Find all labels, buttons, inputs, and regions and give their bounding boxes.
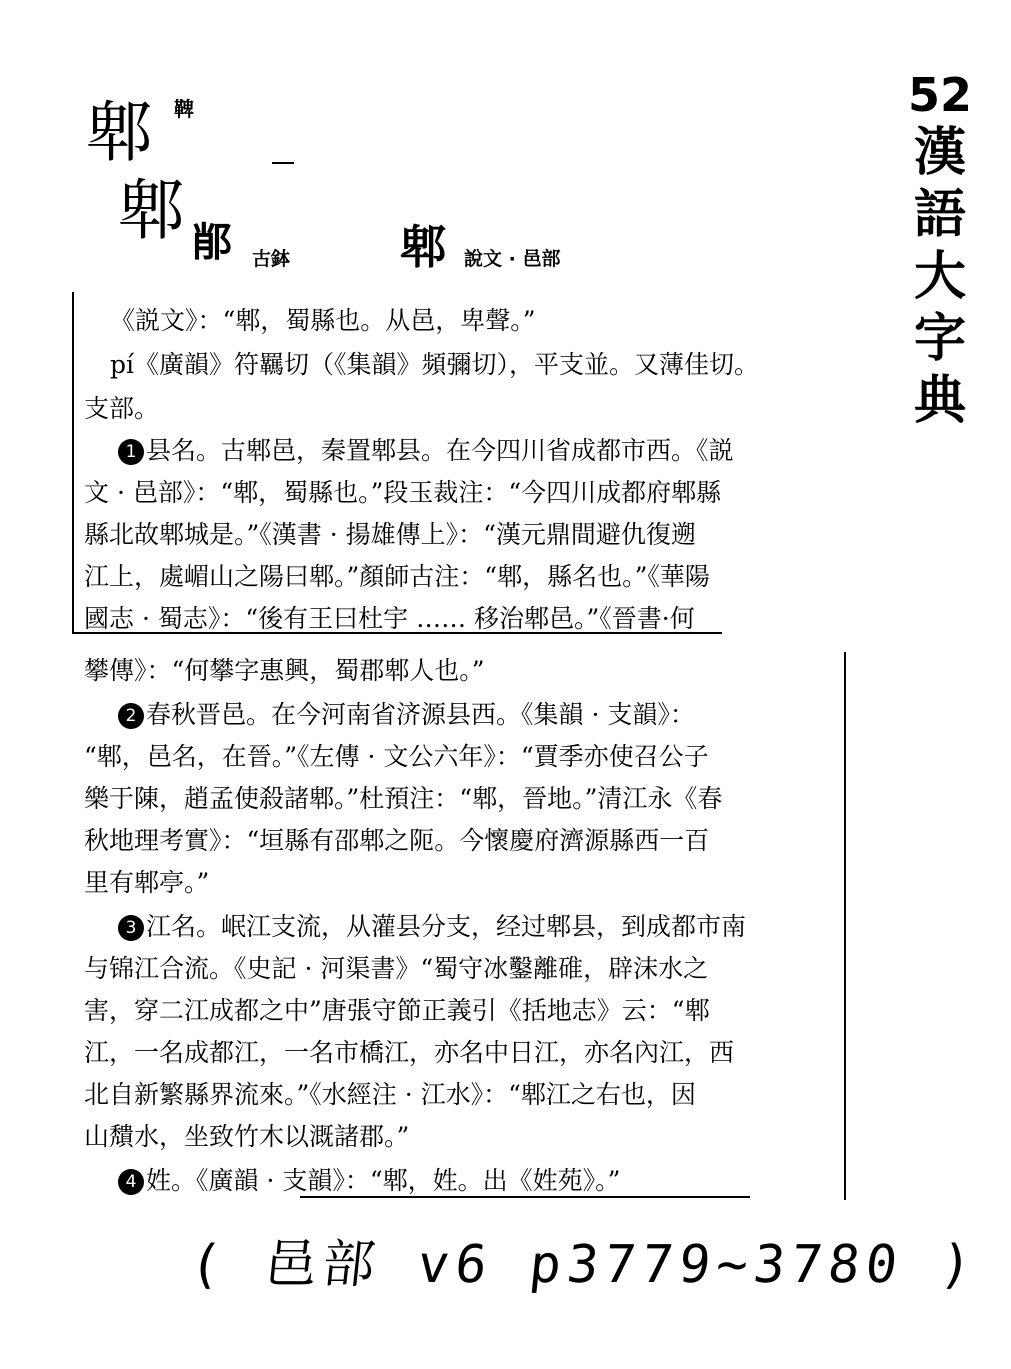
- seal-glyph: 郫: [400, 220, 446, 274]
- sense-number: 4: [118, 1169, 144, 1195]
- title-char: 字: [913, 308, 966, 369]
- title-char: 語: [913, 184, 966, 245]
- entry-line: 支部。: [84, 394, 160, 423]
- entry-line: 秋地理考實》：“垣縣有邵郫之阨。今懷慶府濟源縣西一百: [84, 826, 710, 855]
- seal-source: 說文 · 邑部: [464, 248, 561, 270]
- sense-number: 2: [118, 703, 144, 729]
- entry-line: 山穨水，坐致竹木以溉諸郡。”: [84, 1122, 410, 1151]
- title-char: 典: [913, 370, 966, 431]
- entry-line: 《説文》：“郫，蜀縣也。从邑，卑聲。”: [110, 306, 536, 335]
- handwritten-note: ( 邑部 v6 p3779~3780 ): [186, 1235, 981, 1295]
- page-number: 52: [907, 68, 972, 122]
- bottom-rule: [300, 1196, 750, 1198]
- entry-line: 里有郫亭。”: [84, 868, 210, 897]
- entry-line: 國志 · 蜀志》：“後有王曰杜宇 …… 移治郫邑。”《晉書·何: [84, 604, 695, 633]
- ancient-source: 古鉢: [252, 248, 291, 270]
- entry-line: 攀傳》：“何攀字惠興，蜀郡郫人也。”: [84, 656, 485, 685]
- entry-line: 北自新繁縣界流來。”《水經注 · 江水》：“郫江之右也，因: [84, 1080, 696, 1109]
- entry-line: 江，一名成都江，一名市橋江，亦名中日江，亦名內江，西: [84, 1038, 735, 1067]
- entry-line: 縣北故郫城是。”《漢書 · 揚雄傳上》：“漢元鼎間避仇復遡: [84, 520, 696, 549]
- sense-line: 4 姓。《廣韻 · 支韻》：“郫，姓。出《姓苑》。”: [118, 1160, 620, 1201]
- sense-line: 2 春秋晋邑。在今河南省济源县西。《集韻 · 支韻》：: [118, 694, 695, 735]
- headword: 郫: [86, 94, 152, 171]
- sense-line: 1 县名。古郫邑，秦置郫县。在今四川省成都市西。《説: [118, 430, 734, 471]
- entry-line: 樂于陳，趙孟使殺諸郫。”杜預注：“郫，晉地。”清江永《春: [84, 784, 723, 813]
- sense-line: 3 江名。岷江支流，从灌县分支，经过郫县，到成都市南: [118, 906, 746, 947]
- right-frame-rule: [844, 652, 846, 1200]
- headword-variant: 郫: [118, 172, 184, 249]
- dictionary-title: [900, 68, 980, 432]
- entry-line: 江上，處嵋山之陽曰郫。”顏師古注：“郫，縣名也。”《華陽: [84, 562, 710, 591]
- sense-number: 1: [118, 439, 144, 465]
- pronunciation-line: pí《廣韻》符羈切（《集韻》頻彌切），平支並。又薄佳切。: [110, 350, 760, 379]
- title-char: 漢: [913, 122, 966, 183]
- sense-number: 3: [118, 915, 144, 941]
- traditional-form: 鞞: [174, 97, 194, 121]
- ancient-glyph: 𨛍: [192, 219, 232, 266]
- entry-line: 文 · 邑部》：“郫，蜀縣也。”段玉裁注：“今四川成都府郫縣: [84, 478, 722, 507]
- dash-mark: [272, 162, 294, 164]
- entry-line: 害，穿二江成都之中”唐張守節正義引《括地志》云：“郫: [84, 996, 710, 1025]
- title-char: 大: [913, 246, 966, 307]
- entry-line: 与锦江合流。《史記 · 河渠書》“蜀守冰鑿離碓，辟沫水之: [84, 954, 709, 983]
- entry-line: “郫，邑名，在晉。”《左傳 · 文公六年》：“賈季亦使召公子: [84, 742, 709, 771]
- left-frame-rule: [72, 292, 74, 632]
